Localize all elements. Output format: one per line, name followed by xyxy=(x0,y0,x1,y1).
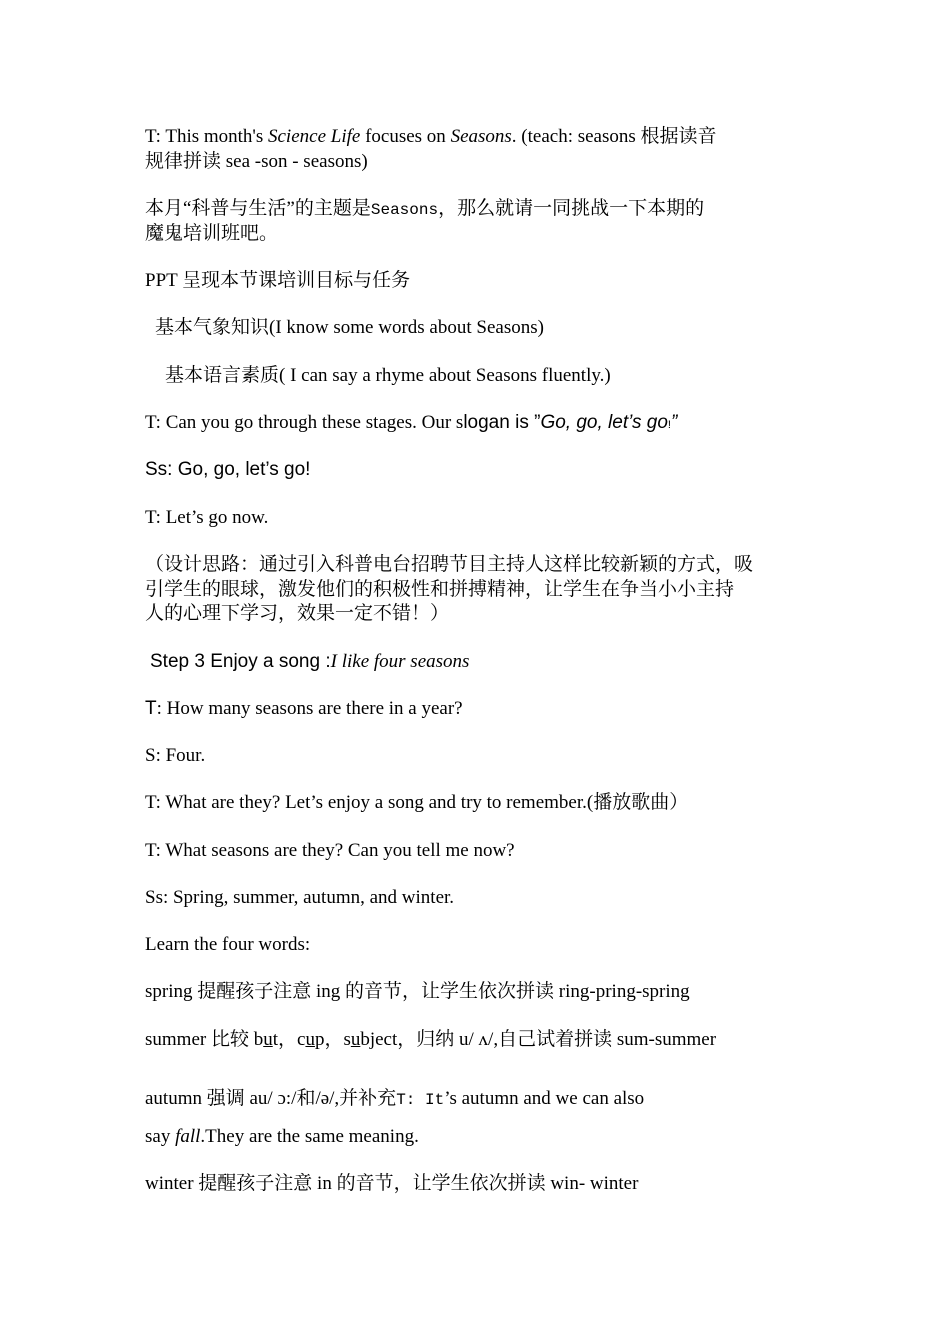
goal-weather-knowledge: 基本气象知识(I know some words about Seasons) xyxy=(155,317,544,338)
goal-language-skill: 基本语言素质( I can say a rhyme about Seasons fluently.) xyxy=(165,365,611,386)
word-autumn-cont: say fall.They are the same meaning. xyxy=(145,1126,419,1147)
paragraph-what-seasons: T: What seasons are they? Can you tell me now? xyxy=(145,840,515,861)
step-3-heading: Step 3 Enjoy a song :I like four seasons xyxy=(150,651,470,672)
paragraph-answer-four: S: Four. xyxy=(145,745,206,766)
paragraph-learn-words: Learn the four words: xyxy=(145,934,311,955)
paragraph-teacher-intro-cont: 规律拼读 sea -son - seasons) xyxy=(145,151,368,172)
paragraph-theme-cont: 魔鬼培训班吧。 xyxy=(145,223,279,244)
paragraph-students-reply: Ss: Go, go, let’s go! xyxy=(145,459,311,480)
design-note-line-1: （设计思路：通过引入科普电台招聘节目主持人这样比较新颖的方式，吸 xyxy=(145,554,754,575)
paragraph-how-many-seasons: T: How many seasons are there in a year? xyxy=(145,698,463,719)
design-note-line-3: 人的心理下学习，效果一定不错！） xyxy=(145,603,450,624)
word-winter: winter 提醒孩子注意 in 的音节，让学生依次拼读 win- winter xyxy=(145,1173,639,1194)
paragraph-enjoy-song: T: What are they? Let’s enjoy a song and try to remember.(播放歌曲） xyxy=(145,792,689,813)
paragraph-teacher-intro: T: This month's Science Life focuses on Seasons. (teach: seasons 根据读音 xyxy=(145,126,717,147)
word-spring: spring 提醒孩子注意 ing 的音节，让学生依次拼读 ring-pring-spring xyxy=(145,981,690,1002)
design-note-line-2: 引学生的眼球，激发他们的积极性和拼搏精神，让学生在争当小小主持 xyxy=(145,579,735,600)
word-autumn: autumn 强调 au/ ɔ:/和/ə/,并补充T: It’s autumn and we can also xyxy=(145,1088,645,1109)
paragraph-ppt-goals: PPT 呈现本节课培训目标与任务 xyxy=(145,270,411,291)
paragraph-slogan: T: Can you go through these stages. Our slogan is ”Go, go, let’s go!” xyxy=(145,412,678,433)
paragraph-theme: 本月“科普与生活”的主题是Seasons，那么就请一同挑战一下本期的 xyxy=(145,198,705,219)
word-summer: summer 比较 but，cup，subject，归纳 u/ ʌ/,自己试着拼读 sum-summer xyxy=(145,1029,717,1050)
paragraph-lets-go: T: Let’s go now. xyxy=(145,507,269,528)
paragraph-season-list: Ss: Spring, summer, autumn, and winter. xyxy=(145,887,455,908)
